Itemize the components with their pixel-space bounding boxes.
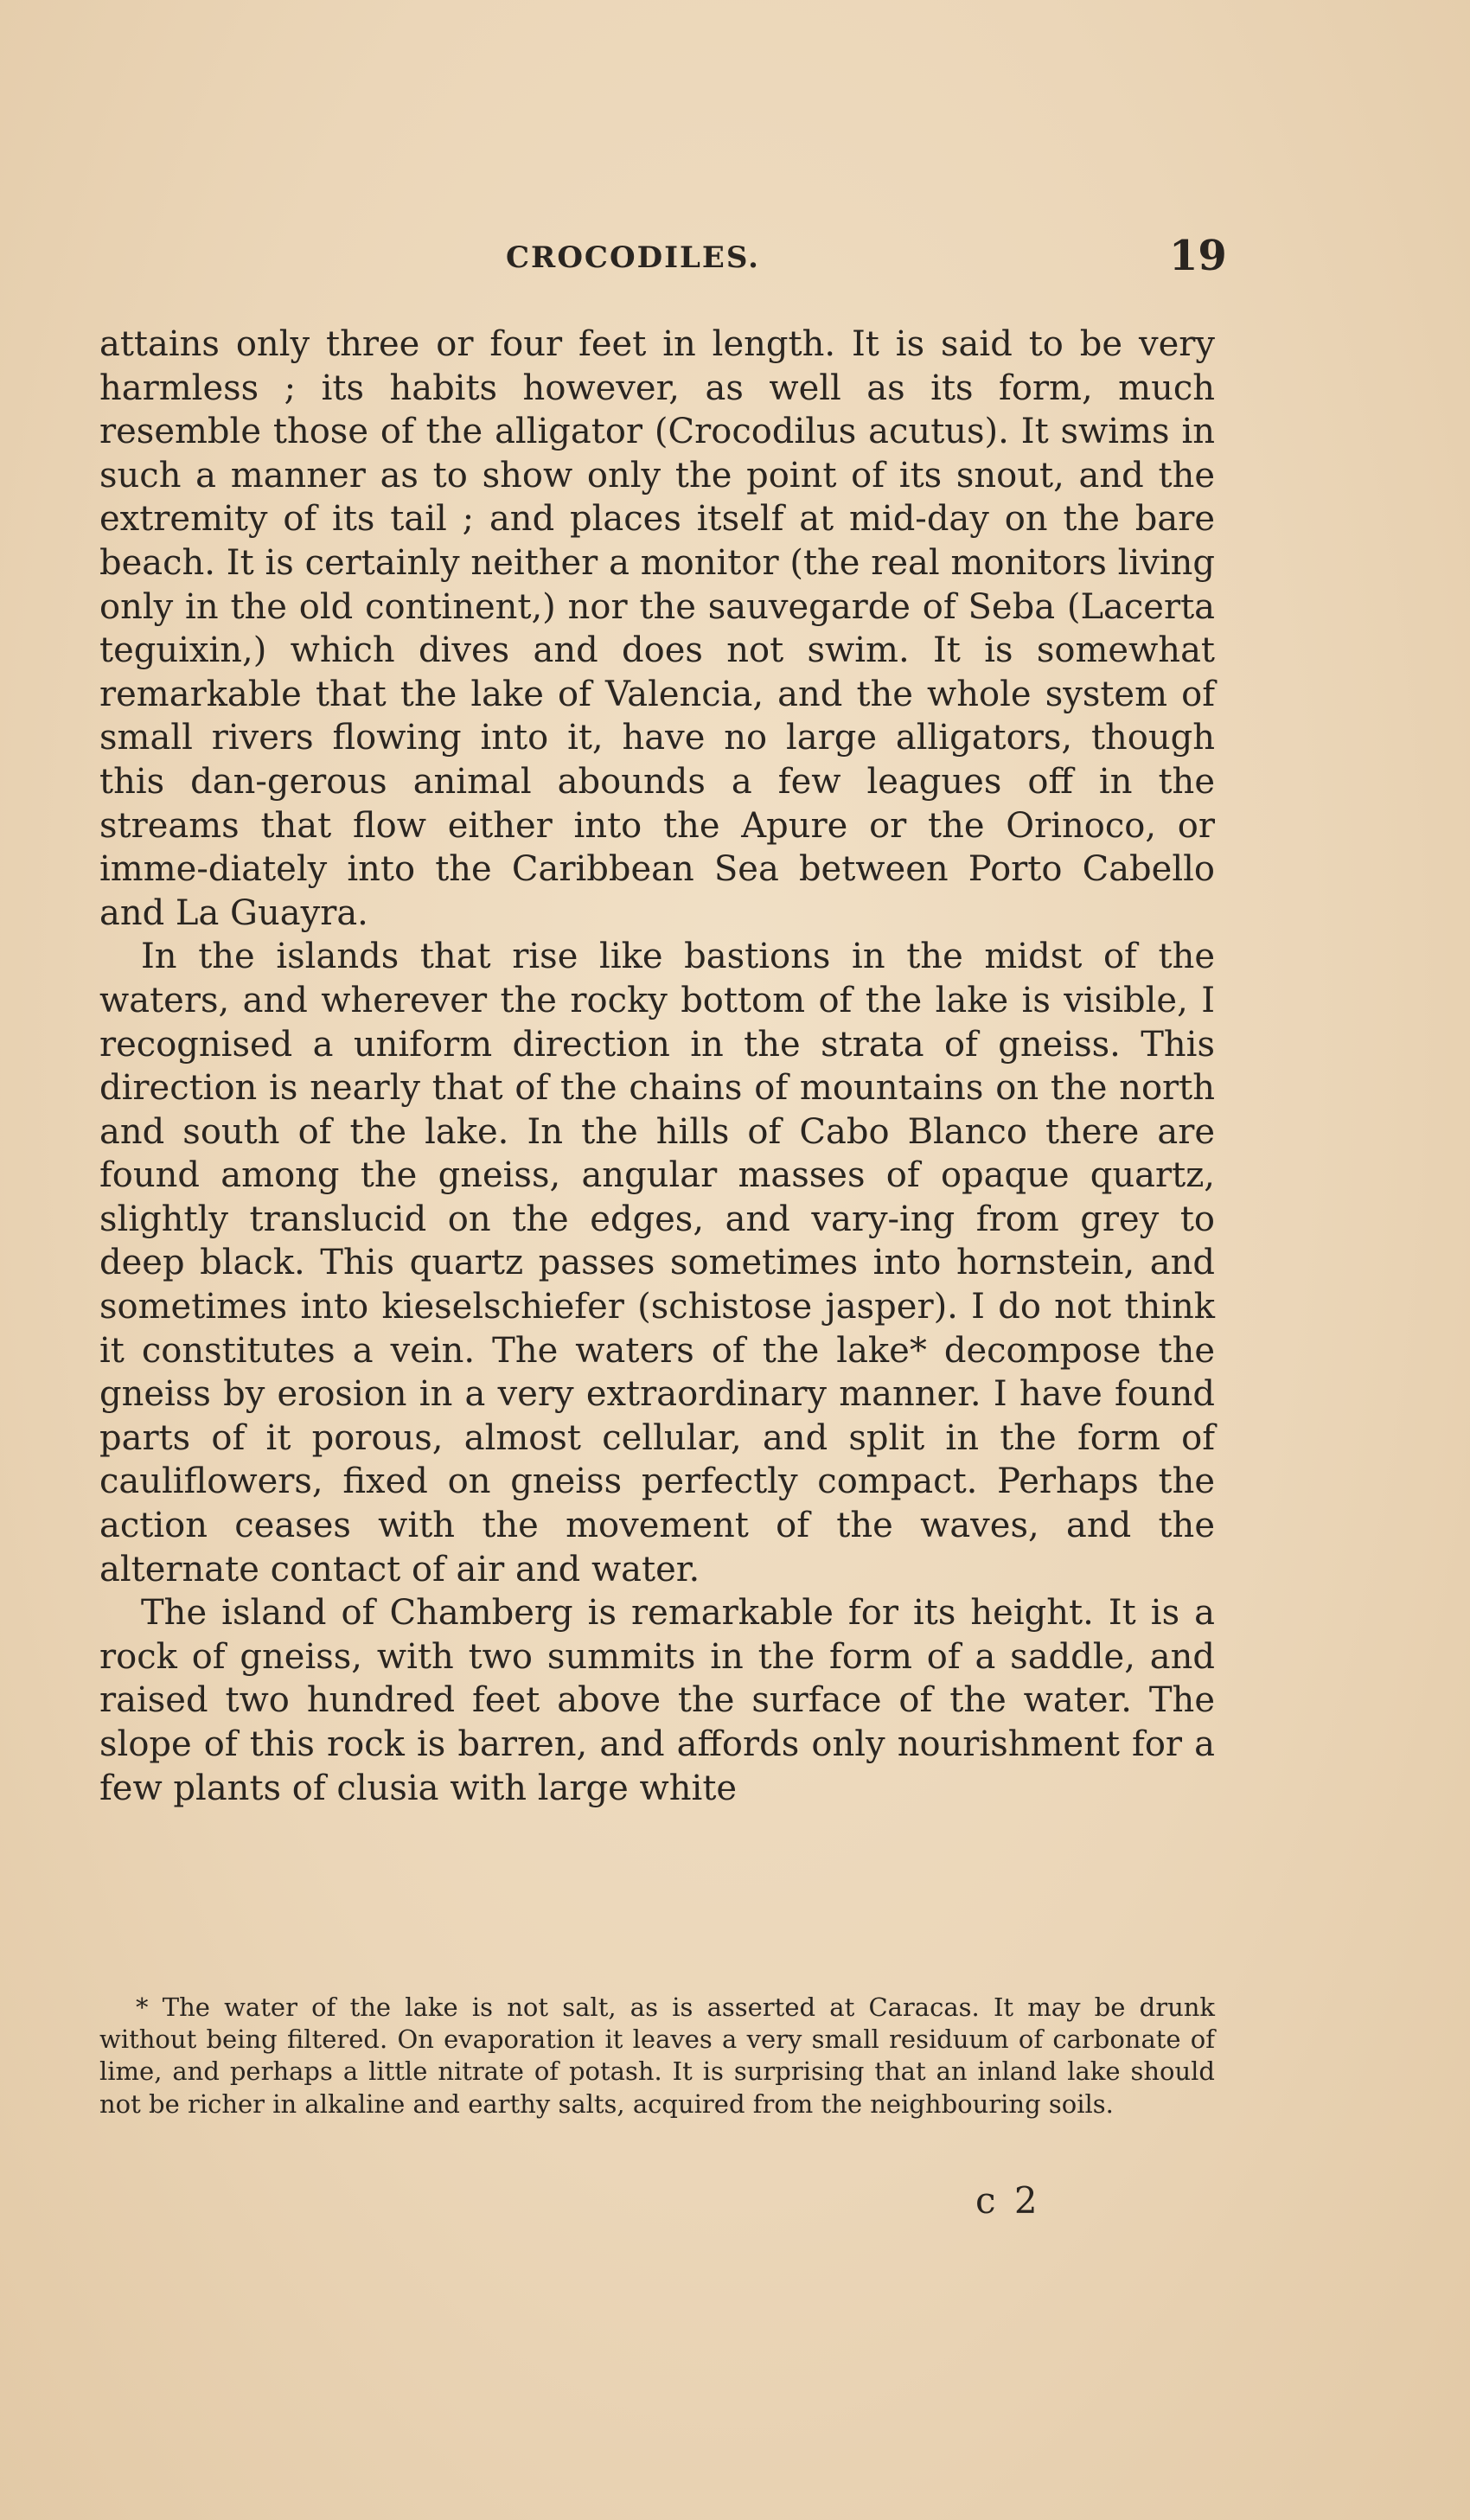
page-number: 19 <box>1169 232 1227 280</box>
paragraph-1: attains only three or four feet in length. It is said to be very harmless ; its habits however, as well as its form, much resemble those of the alligator (Crocodilus acutus). It swims in such a manner as to show only the point of its snout, and the extremity of its tail ; and places itself at mid-day on the bare beach. It is certainly neither a monitor (the real monitors living only in the old continent,) nor the sauvegarde of Seba (Lacerta teguixin,) which dives and does not swim. It is somewhat remarkable that the lake of Valencia, and the whole system of small rivers flowing into it, have no large alligators, though this dan-gerous animal abounds a few leagues off in the streams that flow either into the Apure or the Orinoco, or imme-diately into the Caribbean Sea between Porto Cabello and La Guayra. <box>99 324 1215 933</box>
footnote <box>99 1992 1215 2120</box>
running-title: CROCODILES. <box>506 240 760 275</box>
signature-mark: c 2 <box>975 2179 1041 2222</box>
page-header <box>0 232 1470 292</box>
paragraph-2: In the islands that rise like bastions in the midst of the waters, and wherever the rocky bottom of the lake is visible, I recognised a uniform direction in the strata of gneiss. This direction is nearly that of the chains of mountains on the north and south of the lake. In the hills of Cabo Blanco there are found among the gneiss, angular masses of opaque quartz, slightly translucid on the edges, and vary-ing from grey to deep black. This quartz passes sometimes into hornstein, and sometimes into kieselschiefer (schistose jasper). I do not think it constitutes a vein. The waters of the lake* decompose the gneiss by erosion in a very extraordinary manner. I have found parts of it porous, almost cellular, and split in the form of cauliflowers, fixed on gneiss perfectly compact. Perhaps the action ceases with the movement of the waves, and the alternate contact of air and water. <box>99 937 1215 1589</box>
main-text <box>99 323 1215 1810</box>
footnote-text: * The water of the lake is not salt, as is asserted at Caracas. It may be drunk without being filtered. On evaporation it leaves a very small residuum of carbonate of lime, and perhaps a little nitrate of potash. It is surprising that an inland lake should not be richer in alkaline and earthy salts, acquired from the neighbouring soils. <box>99 1992 1215 2119</box>
paragraph-3: The island of Chamberg is remarkable for its height. It is a rock of gneiss, with two summits in the form of a saddle, and raised two hundred feet above the surface of the water. The slope of this rock is barren, and affords only nourishment for a few plants of clusia with large white <box>99 1593 1215 1808</box>
